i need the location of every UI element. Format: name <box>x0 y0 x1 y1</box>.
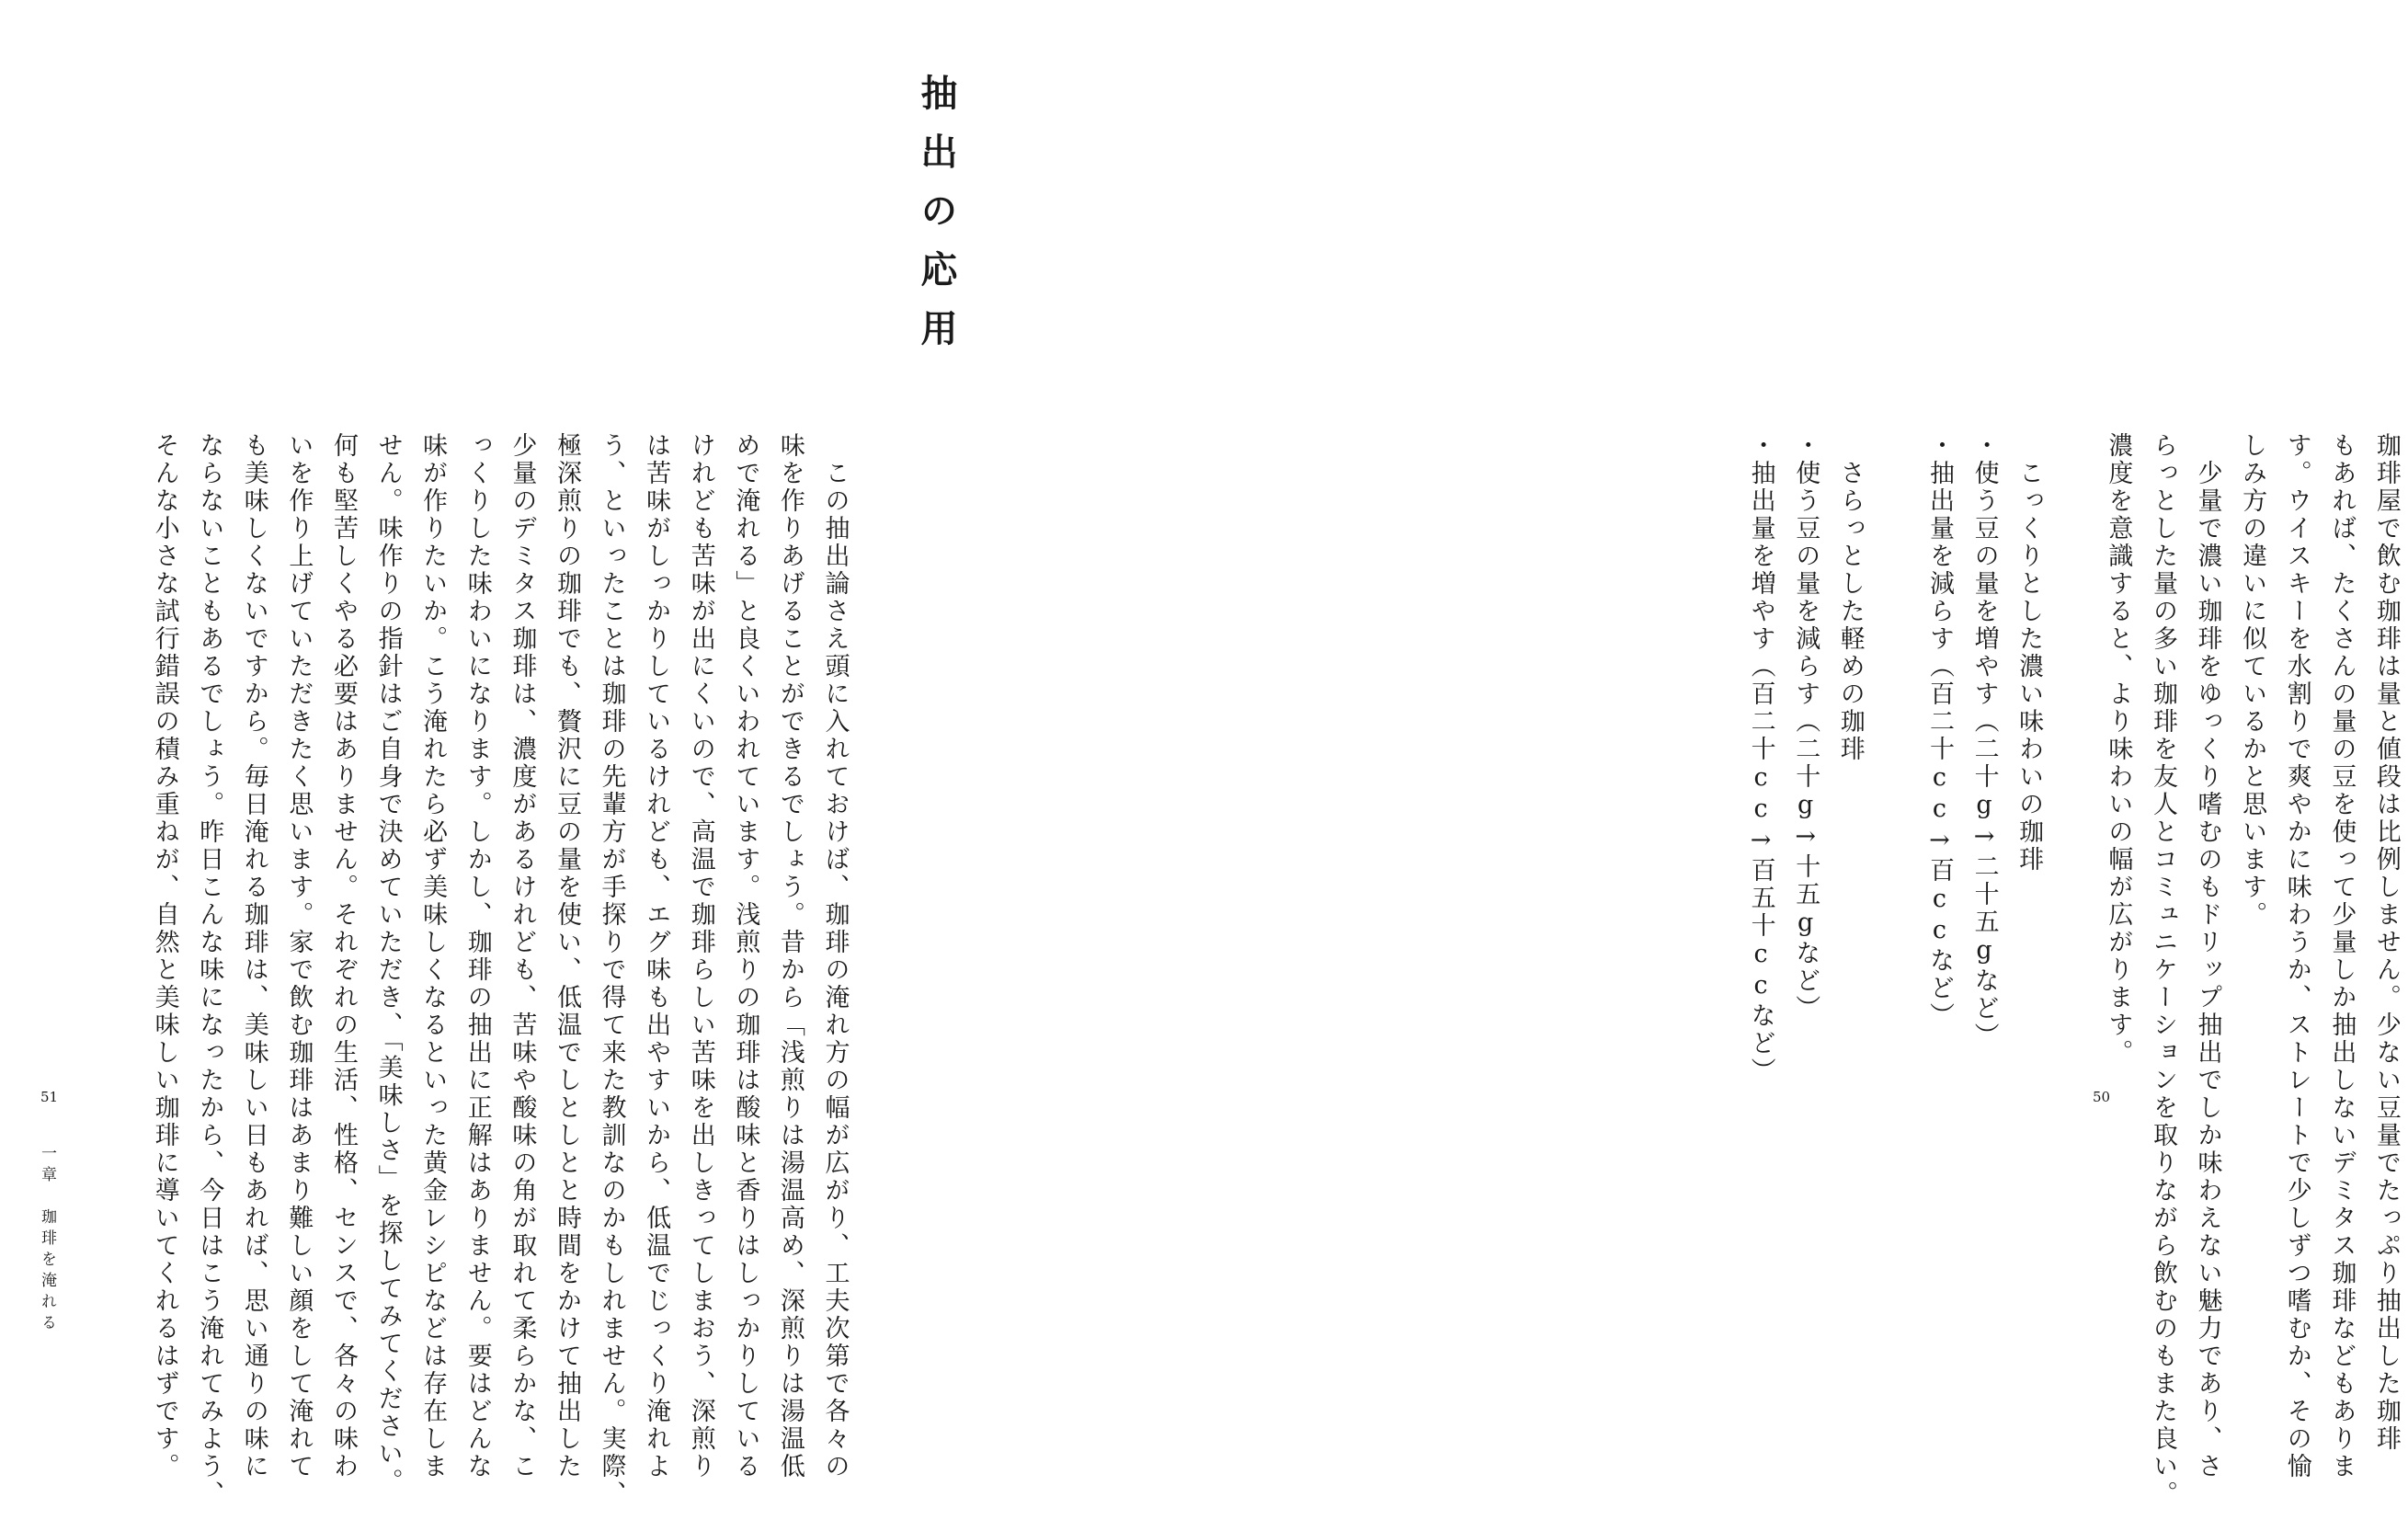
left-page-body: この抽出論さえ頭に入れておけば、珈琲の淹れ方の幅が広がり、工夫次第で各々の 味を作りあげることができるでしょう。昔から「浅煎りは湯温高め、深煎りは湯温低 めで淹れる」と良くいわれています。浅煎りの珈琲は酸味と香りはしっかりしている けれども苦味が出にくいので、高温で珈琲らしい苦味を出しきってしまおう、深煎り は苦味がしっかりしているけれども、エグ味も出やすいから、低温でじっくり淹れよ う、といったことは珈琲の先輩方が手探りで得て来た教訓なのかもしれません。実際、 極深煎りの珈琲でも、贅沢に豆の量を使い、低温でしとしとと時間をかけて抽出した 少量のデミタス珈琲は、濃度があるけれども、苦味や酸味の角が取れて柔らかな、こ っくりした味わいになります。しかし、珈琲の抽出に正解はありません。要はどんな 味が作りたいか。こう淹れたら必ず美味しくなるといった黄金レシピなどは存在しま せん。味作りの指針はご自身で決めていただき、「美味しさ」を探してみてください。 何も堅苦しくやる必要はありません。それぞれの生活、性格、センスで、各々の味わ いを作り上げていただきたく思います。家で飲む珈琲はあまり難しい顔をして淹れて も美味しくないですから。毎日淹れる珈琲は、美味しい日もあれば、思い通りの味に ならないこともあるでしょう。昨日こんな味になったから、今日はこう淹れてみよう、 そんな小さな試行錯誤の積み重ねが、自然と美味しい珈琲に導いてくれるはずです。 <box>150 432 850 1508</box>
right-page-body: 珈琲屋で飲む珈琲は量と値段は比例しません。少ない豆量でたっぷり抽出した珈琲 もあれば、たくさんの量の豆を使って少量しか抽出しないデミタス珈琲などもありま す。ウイスキーを水割りで爽やかに味わうか、ストレートで少しずつ嗜むか、その愉 しみ方の違いに似ているかと思います。 少量で濃い珈琲をゆっくり嗜むのもドリップ抽出でしか味わえない魅力であり、さ らっとした量の多い珈琲を友人とコミュニケーションを取りながら飲むのもまた良い。 濃度を意識すると、より味わいの幅が広がります。 こっくりとした濃い味わいの珈琲 ・使う豆の量を増やす（二十g→二十五gなど） ・抽出量を減らす（百二十cc→百ccなど） さらっとした軽めの珈琲 ・使う豆の量を減らす（二十g→十五gなど） ・抽出量を増やす（百二十cc→百五十ccなど） <box>1746 432 2401 1508</box>
page-number-left: 51 <box>40 1089 59 1105</box>
section-title: 抽出の応用 <box>915 74 958 368</box>
running-head-chapter: 一章 珈琲を淹れる <box>38 1145 56 1335</box>
page-number-right: 50 <box>2093 1089 2111 1105</box>
